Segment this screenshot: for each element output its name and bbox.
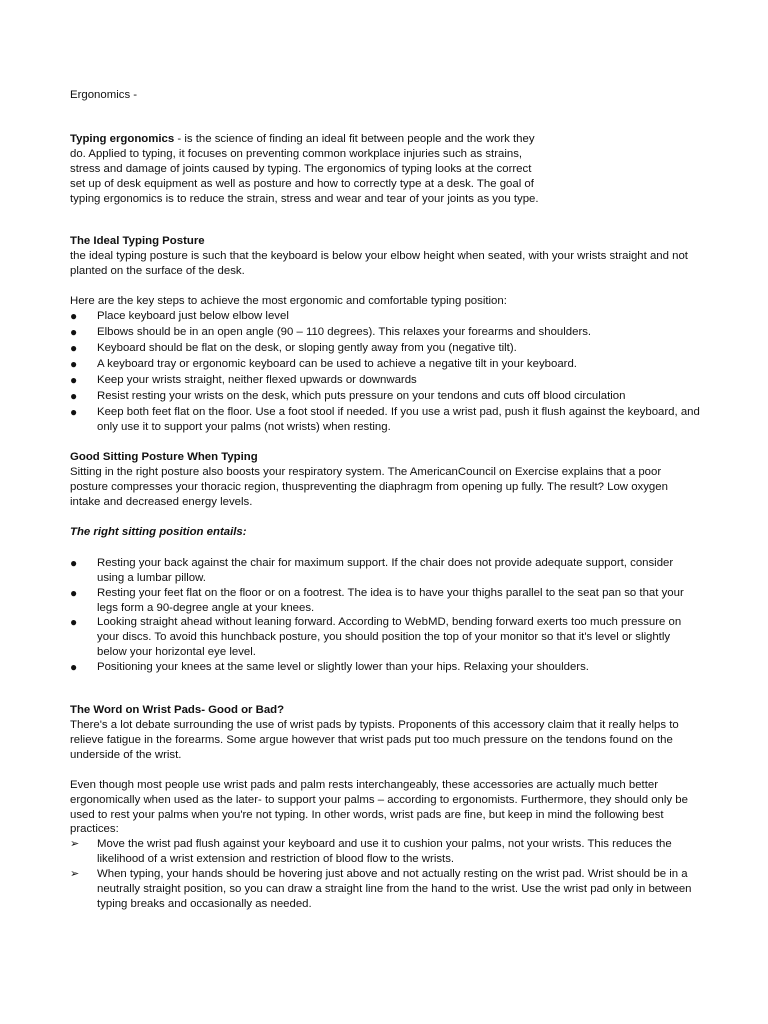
- ideal-posture-heading: The Ideal Typing Posture: [70, 235, 205, 248]
- list-item: ➢ When typing, your hands should be hovering just above and not actually resting on the wrist pad. Wrist should be in a neutrally straight position, so you can draw a straight line from the hand to the wrist. Use the wrist pad only in between typing breaks and occasionally as needed.: [70, 868, 692, 910]
- bullet-icon: ●: [70, 615, 78, 630]
- list-item: ● Looking straight ahead without leaning forward. According to WebMD, bending forward exerts too much pressure on your discs. To avoid this hunchback posture, you should position the top of your monitor so that it's level or slightly below your horizontal eye level.: [70, 615, 682, 659]
- list-item: ● Resist resting your wrists on the desk, which puts pressure on your tendons and cuts off blood circulation: [70, 388, 626, 403]
- wrist-pads-heading: The Word on Wrist Pads- Good or Bad?: [70, 704, 285, 717]
- list-item: ● Keep your wrists straight, neither flexed upwards or downwards: [70, 372, 417, 387]
- sitting-position-subheading: The right sitting position entails:: [70, 525, 247, 538]
- list-item: ● Keyboard should be flat on the desk, or sloping gently away from you (negative tilt).: [70, 340, 517, 355]
- ideal-posture-paragraph: the ideal typing posture is such that the keyboard is below your elbow height when seated, with your wrists straight and not planted on the surface of the desk.: [70, 250, 688, 278]
- key-steps-list: [70, 309, 700, 435]
- list-item: ● Place keyboard just below elbow level: [70, 309, 289, 324]
- arrow-bullet-icon: ➢: [70, 868, 80, 881]
- bullet-icon: ●: [70, 372, 78, 387]
- bullet-icon: ●: [70, 660, 78, 675]
- intro-term: Typing ergonomics: [70, 132, 175, 145]
- bullet-icon: ●: [70, 356, 78, 371]
- list-item: ➢ Move the wrist pad flush against your keyboard and use it to cushion your palms, not your wrists. This reduces the likelihood of a wrist extension and restriction of blood flow to the wrists.: [70, 838, 672, 866]
- list-item: ● Elbows should be in an open angle (90 – 110 degrees). This relaxes your forearms and shoulders.: [70, 324, 592, 339]
- sitting-posture-heading: Good Sitting Posture When Typing: [70, 451, 258, 464]
- sitting-posture-paragraph: Sitting in the right posture also boosts your respiratory system. The AmericanCouncil on Exercise explains that a poor posture compresses your thoracic region, thuspreventing the diaphragm from opening up fully. The result? Low oxygen intake and decreased energy levels.: [70, 466, 668, 509]
- bullet-icon: ●: [70, 309, 78, 324]
- list-item: ● Keep both feet flat on the floor. Use a foot stool if needed. If you use a wrist pad, push it flush against the keyboard, and only use it to support your palms (not wrists) when resting.: [70, 404, 700, 434]
- wrist-pads-paragraph-2: Even though most people use wrist pads and palm rests interchangeably, these accessories are actually much better ergonomically when used as the later- to support your palms – according to ergonomists. Furthermore, they should only be used to rest your palms when you're not typing. In other words, wrist pads are fine, but keep in mind the following best practices:: [70, 778, 688, 836]
- bullet-icon: ●: [70, 555, 78, 570]
- wrist-pads-practices-list: [70, 837, 700, 912]
- list-item: ● Positioning your knees at the same level or slightly lower than your hips. Relaxing your shoulders.: [70, 660, 589, 675]
- key-steps-intro: Here are the key steps to achieve the most ergonomic and comfortable typing position:: [70, 295, 507, 308]
- bullet-icon: ●: [70, 340, 78, 355]
- intro-text: - is the science of finding an ideal fit between people and the work they do. Applied to typing, it focuses on preventing common workplace injuries such as strains, stress and damage of joints caused by typing. The ergonomics of typing looks at the correct set up of desk equipment as well as posture and how to correctly type at a desk. The goal of typing ergonomics is to reduce the strain, stress and wear and tear of your joints as you type.: [70, 132, 539, 205]
- bullet-icon: ●: [70, 324, 78, 339]
- arrow-bullet-icon: ➢: [70, 838, 80, 851]
- bullet-icon: ●: [70, 585, 78, 600]
- list-item: ● Resting your feet flat on the floor or on a footrest. The idea is to have your thighs parallel to the seat pan so that your legs form a 90-degree angle at your knees.: [70, 585, 684, 614]
- bullet-icon: ●: [70, 388, 78, 403]
- list-item: ● Resting your back against the chair for maximum support. If the chair does not provide adequate support, consider using a lumbar pillow.: [70, 555, 674, 584]
- intro-paragraph: [70, 132, 540, 207]
- bullet-icon: ●: [70, 404, 78, 419]
- document-title: Ergonomics -: [70, 89, 138, 101]
- list-item: ● A keyboard tray or ergonomic keyboard can be used to achieve a negative tilt in your keyboard.: [70, 356, 577, 371]
- document-body: [70, 88, 700, 912]
- sitting-position-list: [70, 556, 700, 675]
- wrist-pads-paragraph-1: There's a lot debate surrounding the use of wrist pads by typists. Proponents of this accessory claim that it really helps to relieve fatigue in the forearms. Some argue however that wrist pads put too much pressure on the tendons found on the underside of the wrist.: [70, 719, 679, 761]
